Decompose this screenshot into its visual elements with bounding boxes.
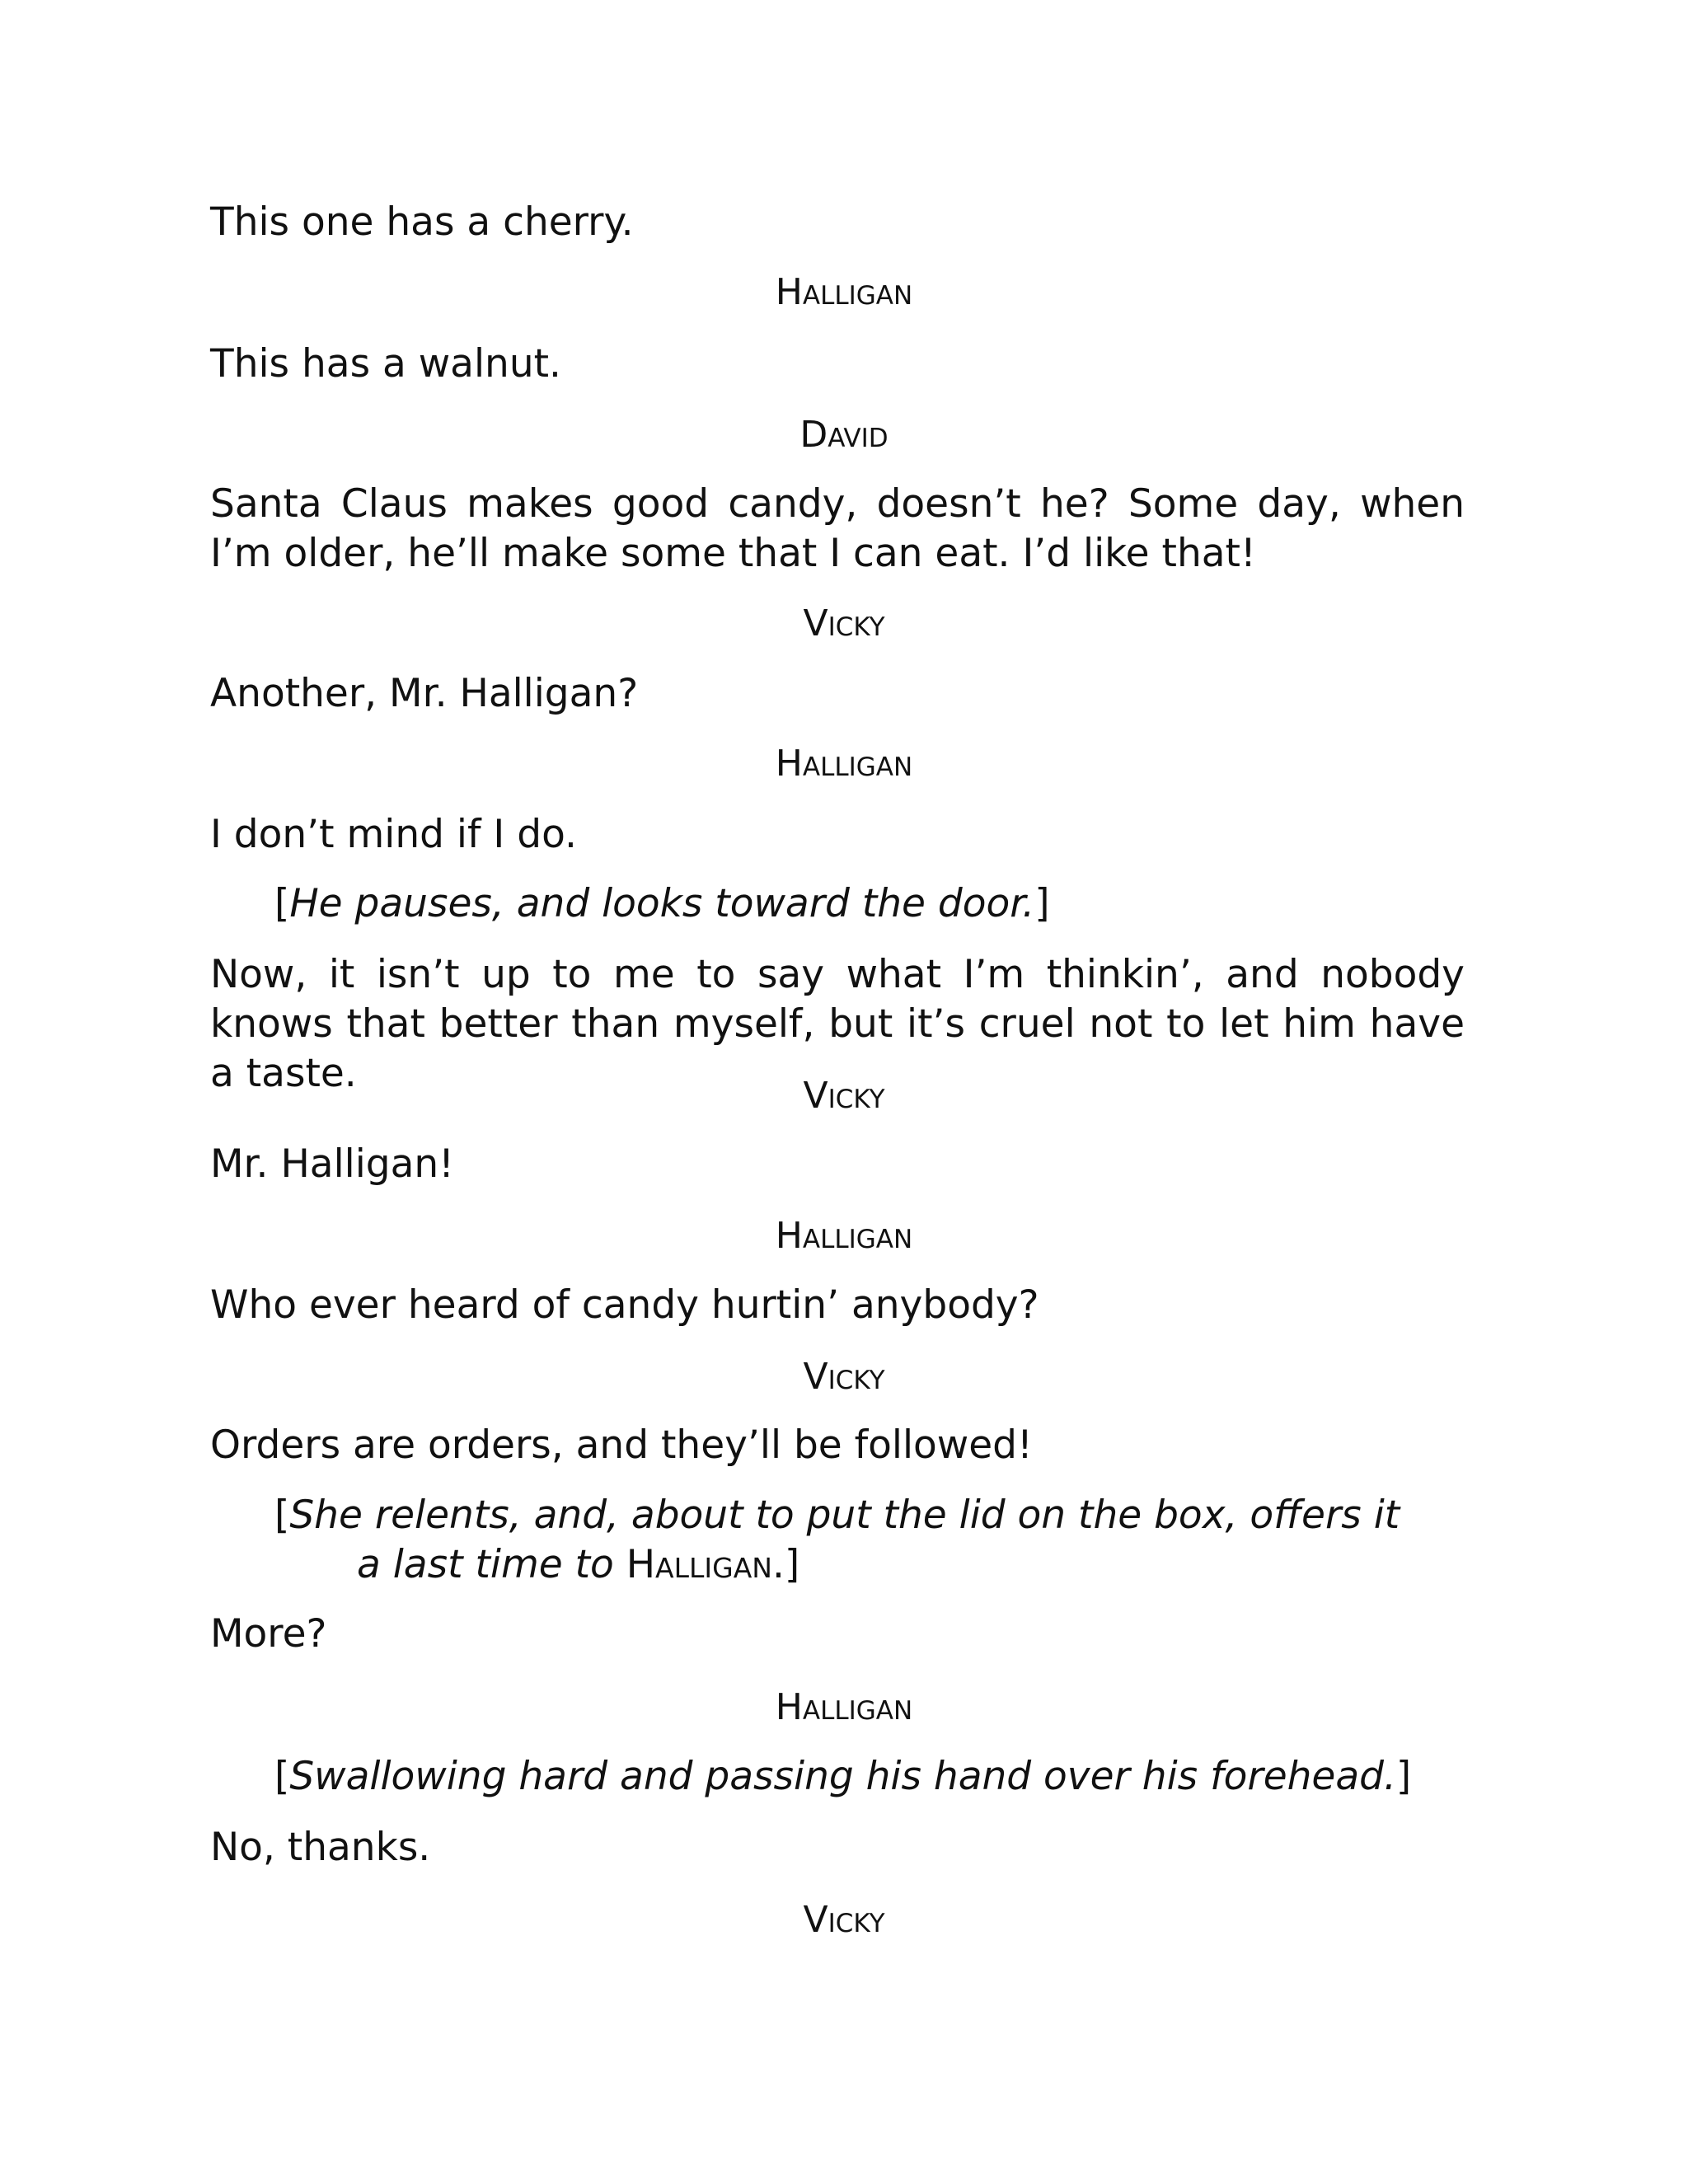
stage-direction-text: He pauses, and looks toward the door.: [289, 881, 1035, 926]
character-name: Halligan: [626, 1542, 772, 1587]
stage-direction-text: a last time to: [357, 1542, 614, 1587]
dialogue-paragraph: Santa Claus makes good candy, doesn’t he? Some day, when I’m older, he’ll make some that I can eat. I’d like that!: [210, 481, 1465, 576]
dialogue-line: I don’t mind if I do.: [210, 812, 577, 857]
speaker-name: Halligan: [775, 743, 913, 785]
dialogue-line: Mr. Halligan!: [210, 1141, 455, 1187]
dialogue-line: This has a walnut.: [210, 341, 561, 387]
close-bracket: ]: [1395, 1754, 1412, 1799]
speaker-name: Vicky: [803, 1899, 885, 1941]
open-bracket: [: [274, 1754, 290, 1799]
close-bracket: ]: [1034, 881, 1050, 926]
dialogue-paragraph: Now, it isn’t up to me to say what I’m thinkin’, and nobody knows that better than myself, but it’s cruel not to let him have a taste.: [210, 952, 1465, 1096]
dialogue-line: This one has a cherry.: [210, 199, 634, 245]
dialogue-line: Orders are orders, and they’ll be followed!: [210, 1422, 1033, 1468]
dialogue-line: Who ever heard of candy hurtin’ anybody?: [210, 1282, 1039, 1328]
stage-direction-text: Swallowing hard and passing his hand over his forehead.: [289, 1754, 1396, 1799]
speaker-name: David: [799, 414, 889, 456]
speaker-name: Vicky: [803, 1356, 885, 1398]
speaker-name: Vicky: [803, 1075, 885, 1117]
speaker-name: Halligan: [775, 1686, 913, 1728]
stage-direction: [274, 879, 1050, 929]
stage-direction: [274, 1752, 1411, 1802]
dialogue-line: More?: [210, 1611, 327, 1657]
stage-direction-text: She relents, and, about to put the lid on the box, offers it: [289, 1493, 1400, 1538]
close-bracket: .]: [771, 1542, 800, 1587]
speaker-name: Vicky: [803, 602, 885, 644]
stage-direction: [274, 1491, 1400, 1590]
speaker-name: Halligan: [775, 271, 913, 313]
dialogue-line: Another, Mr. Halligan?: [210, 671, 639, 716]
dialogue-line: No, thanks.: [210, 1825, 431, 1870]
open-bracket: [: [274, 1493, 290, 1538]
speaker-name: Halligan: [775, 1215, 913, 1257]
open-bracket: [: [274, 881, 290, 926]
